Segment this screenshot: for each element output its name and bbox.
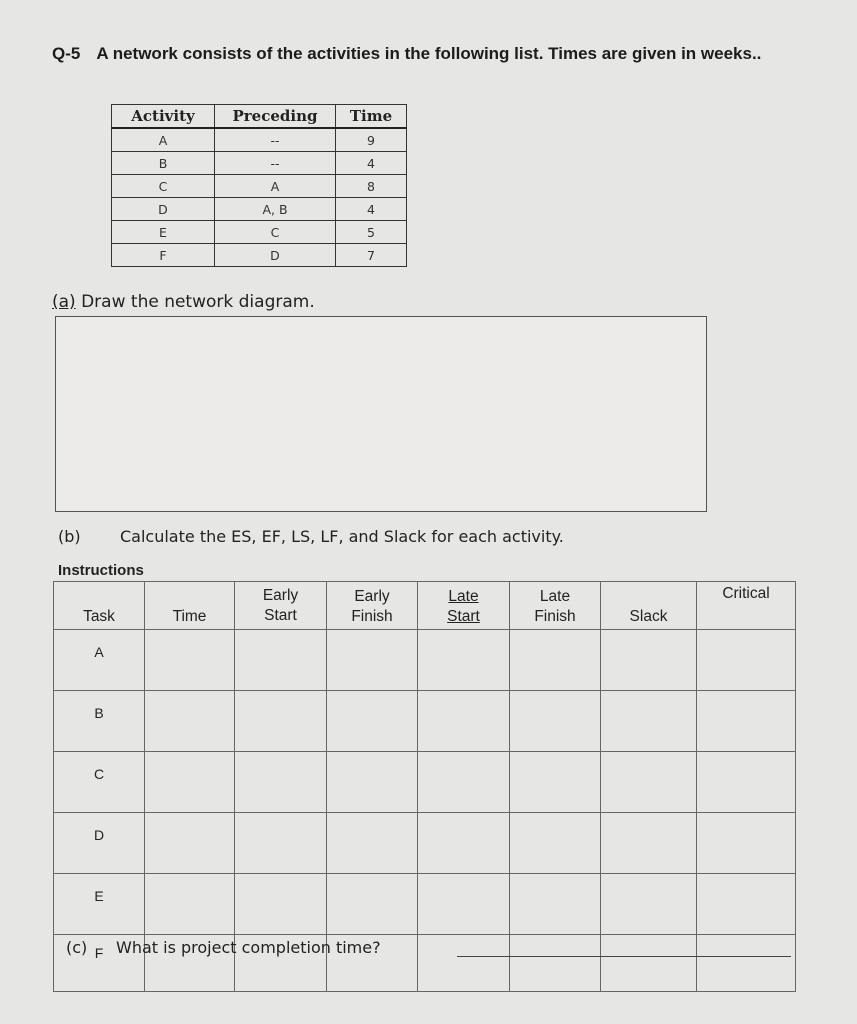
activity-cell: B — [112, 152, 215, 175]
ef-input[interactable] — [327, 630, 418, 691]
part-a-text: Draw the network diagram. — [81, 292, 315, 312]
header-critical: Critical — [697, 582, 796, 630]
header-early-finish-line1: Early — [354, 588, 390, 605]
part-c-prompt — [66, 938, 381, 957]
task-cell: A — [54, 630, 145, 691]
question-number: Q-5 — [52, 44, 81, 63]
table-row — [112, 244, 407, 267]
ls-input[interactable] — [418, 813, 510, 874]
preceding-cell: A — [215, 175, 336, 198]
activity-cell: E — [112, 221, 215, 244]
lf-input[interactable] — [510, 630, 601, 691]
time-input[interactable] — [145, 874, 235, 935]
table-row — [54, 813, 796, 874]
es-input[interactable] — [235, 691, 327, 752]
es-input[interactable] — [235, 813, 327, 874]
ef-input[interactable] — [327, 813, 418, 874]
part-c-label: (c) — [66, 938, 88, 957]
time-cell: 4 — [336, 198, 407, 221]
time-cell: 8 — [336, 175, 407, 198]
slack-input[interactable] — [601, 630, 697, 691]
es-input[interactable] — [235, 752, 327, 813]
critical-input[interactable] — [697, 630, 796, 691]
header-slack: Slack — [601, 582, 697, 630]
network-diagram-box[interactable] — [55, 316, 707, 512]
question-header — [52, 42, 832, 66]
preceding-cell: D — [215, 244, 336, 267]
part-c-text: What is project completion time? — [116, 938, 381, 957]
part-a-label: (a) — [52, 292, 76, 312]
part-b-label: (b) — [58, 527, 81, 546]
slack-input[interactable] — [601, 813, 697, 874]
header-early-start-line1: Early — [262, 586, 299, 604]
table-row — [54, 691, 796, 752]
table-row — [54, 630, 796, 691]
header-late-start-line2: Start — [447, 608, 480, 625]
activity-cell: F — [112, 244, 215, 267]
activity-cell: D — [112, 198, 215, 221]
header-late-finish-line2: Finish — [534, 608, 576, 625]
ls-input[interactable] — [418, 691, 510, 752]
preceding-cell: C — [215, 221, 336, 244]
lf-input[interactable] — [510, 691, 601, 752]
table-row — [112, 152, 407, 175]
time-input[interactable] — [145, 752, 235, 813]
header-early-start — [235, 582, 327, 630]
ef-input[interactable] — [327, 874, 418, 935]
header-activity: Activity — [112, 105, 215, 129]
preceding-cell: A, B — [215, 198, 336, 221]
question-text: A network consists of the activities in the following list. Times are given in weeks.. — [96, 44, 762, 63]
preceding-cell: -- — [215, 152, 336, 175]
schedule-table-header — [54, 582, 796, 630]
time-input[interactable] — [145, 630, 235, 691]
table-row — [54, 874, 796, 935]
header-early-finish — [327, 582, 418, 630]
time-cell: 5 — [336, 221, 407, 244]
lf-input[interactable] — [510, 752, 601, 813]
slack-input[interactable] — [601, 691, 697, 752]
header-time: Time — [336, 105, 407, 129]
task-cell: C — [54, 752, 145, 813]
es-input[interactable] — [235, 874, 327, 935]
activity-table-header — [112, 105, 407, 129]
lf-input[interactable] — [510, 935, 601, 992]
table-row — [112, 128, 407, 152]
time-cell: 9 — [336, 128, 407, 152]
es-input[interactable] — [235, 630, 327, 691]
critical-input[interactable] — [697, 752, 796, 813]
header-late-finish — [510, 582, 601, 630]
ef-input[interactable] — [327, 691, 418, 752]
critical-input[interactable] — [697, 935, 796, 992]
header-early-finish-line2: Finish — [351, 608, 393, 625]
lf-input[interactable] — [510, 813, 601, 874]
part-b-prompt — [58, 527, 564, 546]
lf-input[interactable] — [510, 874, 601, 935]
part-b-text: Calculate the ES, EF, LS, LF, and Slack for each activity. — [120, 527, 564, 546]
table-row — [112, 221, 407, 244]
ls-input[interactable] — [418, 935, 510, 992]
slack-input[interactable] — [601, 752, 697, 813]
header-late-finish-line1: Late — [539, 588, 571, 605]
ls-input[interactable] — [418, 630, 510, 691]
activity-cell: C — [112, 175, 215, 198]
header-late-start-line1: Late — [448, 588, 479, 605]
task-cell: B — [54, 691, 145, 752]
header-early-start-line2: Start — [264, 606, 297, 624]
schedule-table — [53, 581, 796, 992]
time-input[interactable] — [145, 813, 235, 874]
preceding-cell: -- — [215, 128, 336, 152]
task-cell: D — [54, 813, 145, 874]
slack-input[interactable] — [601, 874, 697, 935]
table-row — [54, 752, 796, 813]
header-time: Time — [145, 582, 235, 630]
completion-time-answer-line[interactable] — [457, 956, 791, 957]
activity-table — [111, 104, 407, 267]
time-cell: 7 — [336, 244, 407, 267]
ef-input[interactable] — [327, 752, 418, 813]
critical-input[interactable] — [697, 874, 796, 935]
task-cell: F — [54, 935, 145, 992]
activity-cell: A — [112, 128, 215, 152]
table-row — [112, 198, 407, 221]
ls-input[interactable] — [418, 752, 510, 813]
header-task: Task — [54, 582, 145, 630]
ls-input[interactable] — [418, 874, 510, 935]
header-preceding: Preceding — [215, 105, 336, 129]
critical-input[interactable] — [697, 691, 796, 752]
critical-input[interactable] — [697, 813, 796, 874]
time-input[interactable] — [145, 691, 235, 752]
instructions-heading: Instructions — [58, 562, 144, 579]
slack-input[interactable] — [601, 935, 697, 992]
part-a-prompt — [52, 292, 315, 312]
time-cell: 4 — [336, 152, 407, 175]
table-row — [112, 175, 407, 198]
header-late-start — [418, 582, 510, 630]
task-cell: E — [54, 874, 145, 935]
